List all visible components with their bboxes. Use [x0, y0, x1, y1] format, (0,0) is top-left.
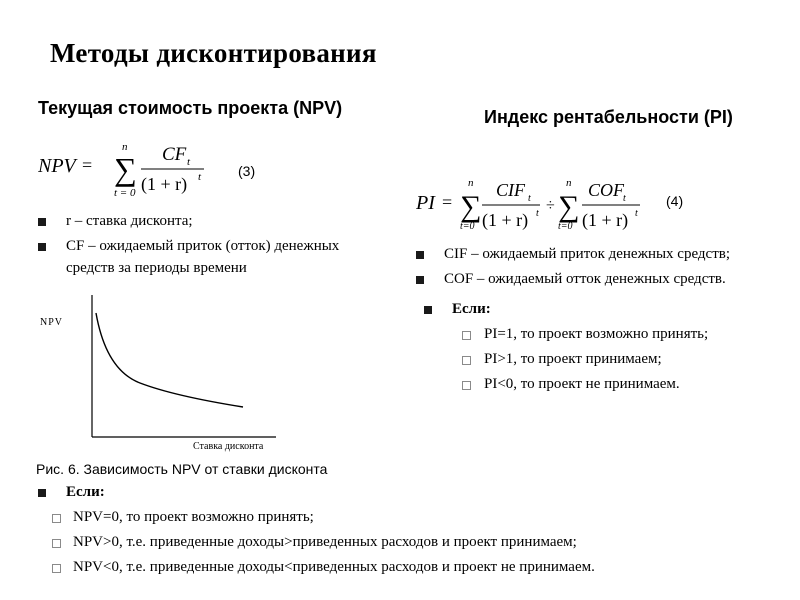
pi-formula-divide: ÷ [546, 197, 555, 214]
bullet-icon [416, 251, 424, 259]
pi-formula-denominator-1-exp: t [536, 208, 539, 219]
pi-formula-sum2-lower: t=0 [558, 221, 573, 232]
pi-formula-numerator-2-sub: t [623, 193, 626, 204]
npv-formula-sum-upper: n [122, 141, 128, 153]
hollow-bullet-icon [462, 381, 471, 390]
npv-formula-equals: = [82, 155, 93, 175]
pi-formula-numerator-1-sub: t [528, 193, 531, 204]
pi-formula-denominator-1: (1 + r) [482, 210, 529, 230]
pi-condition-equal-one: PI=1, то проект возможно принять; [484, 326, 709, 342]
pi-heading: Индекс рентабельности (PI) [484, 107, 733, 127]
page-title: Методы дисконтирования [50, 38, 377, 68]
npv-formula-sigma: ∑ [114, 151, 137, 187]
npv-formula-numerator-sub: t [187, 156, 191, 168]
pi-condition-greater-one: PI>1, то проект принимаем; [484, 351, 662, 367]
bullet-icon [38, 243, 46, 251]
hollow-bullet-icon [462, 356, 471, 365]
pi-formula-number: (4) [666, 193, 684, 209]
chart-caption: Рис. 6. Зависимость NPV от ставки дисконта [36, 461, 328, 477]
bullet-icon [38, 489, 46, 497]
npv-formula-numerator: CF [162, 144, 187, 165]
pi-formula-numerator-1: CIF [496, 180, 525, 200]
hollow-bullet-icon [462, 331, 471, 340]
npv-condition-zero: NPV=0, то проект возможно принять; [73, 509, 314, 525]
npv-formula-denominator: (1 + r) [141, 174, 188, 194]
definition-cof: COF – ожидаемый отток денежных средств. [444, 271, 726, 287]
npv-heading: Текущая стоимость проекта (NPV) [38, 98, 343, 118]
pi-if-label: Если: [452, 301, 491, 317]
hollow-bullet-icon [52, 539, 61, 548]
pi-formula [416, 176, 652, 232]
pi-formula-denominator-2: (1 + r) [582, 210, 629, 230]
definition-cf-continued: средств за периоды времени [66, 260, 247, 276]
pi-formula-sigma: ∑ [460, 190, 482, 223]
npv-if-label: Если: [66, 484, 105, 500]
bullet-icon [38, 218, 46, 226]
npv-formula [38, 140, 218, 200]
chart-curve [96, 313, 243, 407]
npv-condition-negative: NPV<0, т.е. приведенные доходы<приведенных расходов и проект не принимаем. [73, 559, 595, 575]
npv-formula-lhs: NPV [38, 155, 76, 177]
npv-formula-denominator-exp: t [198, 171, 202, 183]
bullet-icon [424, 306, 432, 314]
npv-formula-sum-lower: t = 0 [114, 187, 136, 199]
pi-condition-less-zero: PI<0, то проект не принимаем. [484, 376, 680, 392]
chart-x-label: Ставка дисконта [193, 441, 264, 452]
pi-formula-sum2-upper: n [566, 177, 572, 189]
chart-y-label: NPV [40, 317, 64, 328]
pi-formula-numerator-2: COF [588, 180, 624, 200]
hollow-bullet-icon [52, 564, 61, 573]
pi-formula-sigma-2: ∑ [558, 190, 580, 223]
pi-formula-sum-upper: n [468, 177, 474, 189]
npv-formula-number: (3) [238, 163, 256, 179]
definition-r: r – ставка дисконта; [66, 213, 193, 229]
hollow-bullet-icon [52, 514, 61, 523]
definition-cif: CIF – ожидаемый приток денежных средств; [444, 246, 731, 262]
bullet-icon [416, 276, 424, 284]
pi-formula-denominator-2-exp: t [635, 208, 638, 219]
pi-formula-lhs: PI [416, 192, 435, 214]
definition-cf: CF – ожидаемый приток (отток) денежных [66, 238, 340, 254]
npv-condition-positive: NPV>0, т.е. приведенные доходы>приведенных расходов и проект принимаем; [73, 534, 577, 550]
pi-formula-equals: = [442, 192, 453, 212]
npv-chart [40, 295, 280, 455]
pi-formula-sum-lower: t=0 [460, 221, 475, 232]
